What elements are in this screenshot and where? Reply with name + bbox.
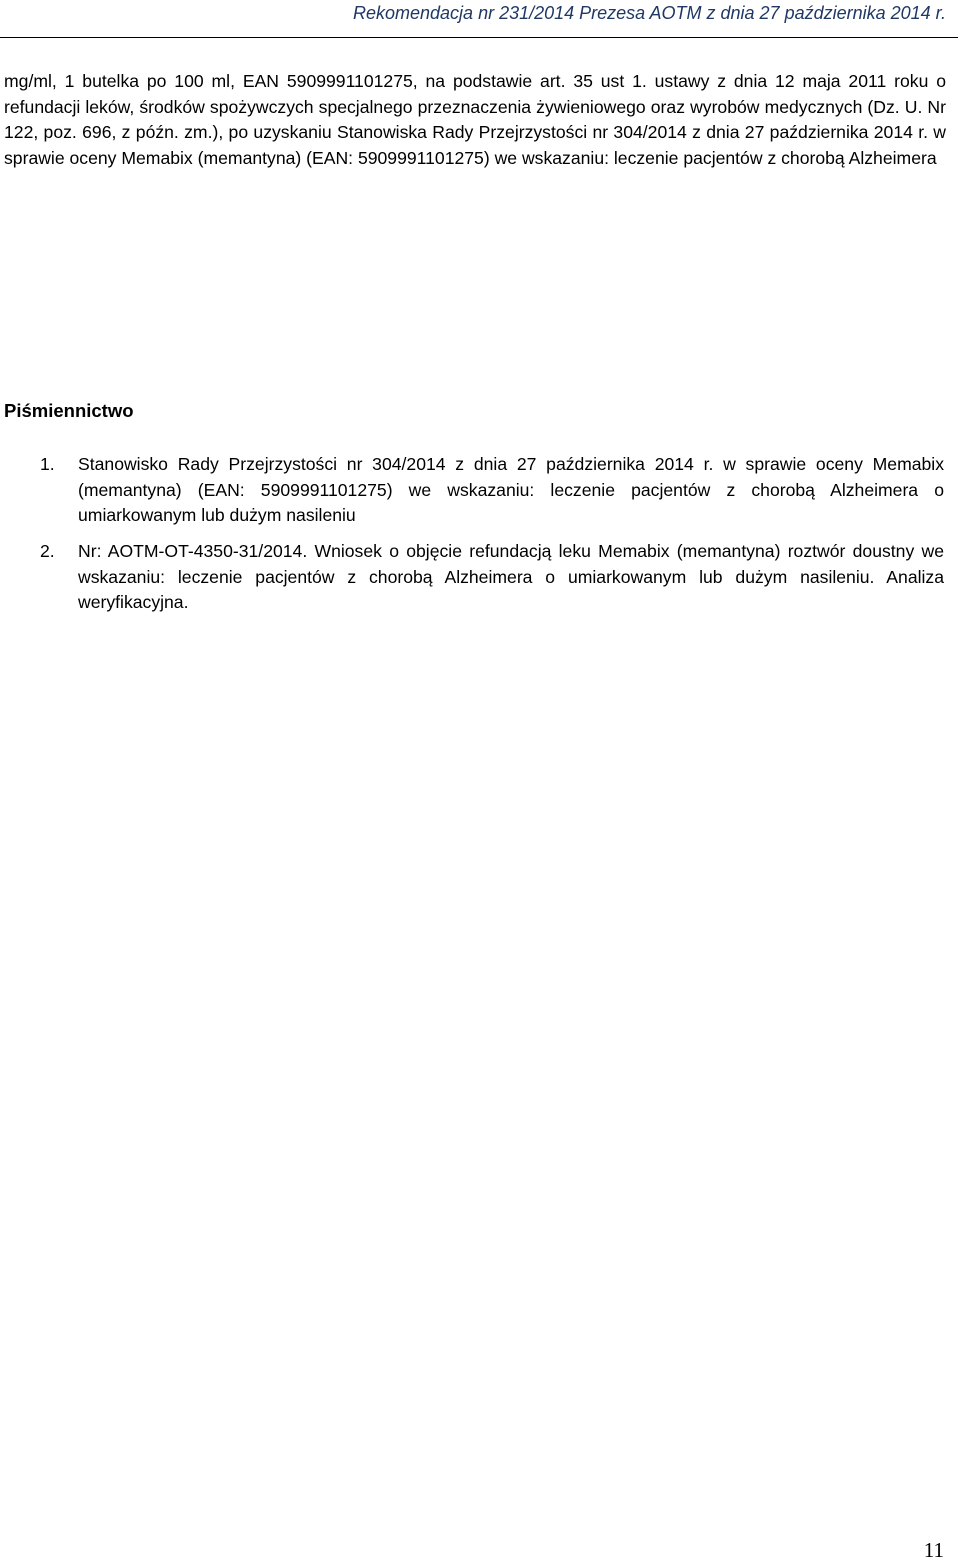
intro-text-part1: mg/ml, 1 butelka po 100 ml, EAN 5909991101275, na podstawie art. 35 ust 1. ustawy z dnia 12 maja 2011 roku o refundacji leków, środków spożywczych specjalnego przeznaczenia żywieniowego oraz wyrobów medycznych (Dz. U. Nr 122, poz. 696, z późn. zm.) <box>4 71 946 143</box>
bibliography-item <box>40 539 944 616</box>
intro-text-part2: , po uzyskaniu Stanowiska Rady Przejrzystości nr 304/2014 z dnia 27 października 2014 r. w sprawie oceny Memabix (memantyna) (EAN: 5909991101275) we wskazaniu: leczenie pacjentów z chorobą Alzheimera <box>4 122 947 168</box>
bibliography-list <box>40 452 944 627</box>
intro-paragraph <box>4 69 946 171</box>
bibliography-item <box>40 452 944 529</box>
bibliography-title: Piśmiennictwo <box>4 400 134 421</box>
bibliography-item-number: 2. <box>40 541 55 562</box>
page-number: 11 <box>923 1538 944 1562</box>
bibliography-item-text: Nr: AOTM-OT-4350-31/2014. Wniosek o objęcie refundacją leku Memabix (memantyna) roztwór doustny we wskazaniu: leczenie pacjentów z chorobą Alzheimera o umiarkowanym lub dużym nasileniu. Analiza weryfikacyjna. <box>78 541 944 613</box>
bibliography-item-text: Stanowisko Rady Przejrzystości nr 304/2014 z dnia 27 października 2014 r. w sprawie oceny Memabix (memantyna) (EAN: 5909991101275) we wskazaniu: leczenie pacjentów z chorobą Alzheimera o umiarkowanym lub dużym nasileniu <box>78 454 944 526</box>
header-divider <box>0 37 958 38</box>
running-header: Rekomendacja nr 231/2014 Prezesa AOTM z dnia 27 października 2014 r. <box>353 3 946 23</box>
bibliography-item-number: 1. <box>40 454 55 474</box>
